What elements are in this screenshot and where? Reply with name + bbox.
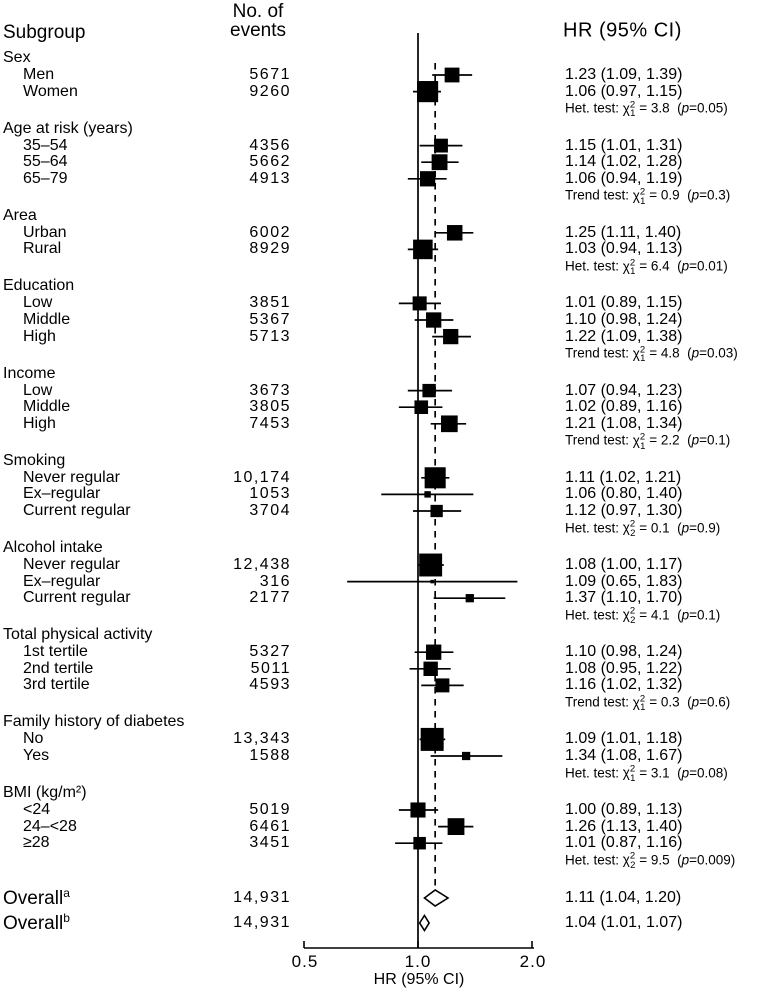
chi-squared-symbol: $\chi^2_1$ <box>622 256 636 278</box>
subgroup-item-label: Rural <box>23 240 62 258</box>
het-trend-test-text: Het. test: $\chi^2_1 = 6.4$ (p=0.01) <box>565 256 728 278</box>
hr-ci-text: 1.34 (1.08, 1.67) <box>565 747 683 764</box>
hr-point-square <box>462 752 470 760</box>
subgroup-item-label: High <box>23 414 56 432</box>
hr-point-square <box>423 662 437 676</box>
group-label: Sex <box>3 49 31 66</box>
group-label: Alcohol intake <box>3 539 103 556</box>
hr-point-square <box>419 554 442 577</box>
hr-ci-text: 1.09 (1.01, 1.18) <box>565 730 683 748</box>
group-label: Age at risk (years) <box>3 119 133 137</box>
column-header-hr-ci: HR (95% CI) <box>563 19 682 42</box>
hr-point-square <box>414 400 428 414</box>
subgroup-item-label: 1st tertile <box>23 643 88 661</box>
subgroup-item-label: No <box>23 730 44 748</box>
subgroup-item-label: 65–79 <box>23 169 68 187</box>
hr-ci-text: 1.25 (1.11, 1.40) <box>565 223 682 241</box>
events-value: 4356 <box>249 136 291 154</box>
het-trend-test-text: Het. test: $\chi^2_1 = 3.8$ (p=0.05) <box>565 99 728 120</box>
events-value: 3704 <box>249 502 291 519</box>
events-value: 3673 <box>249 381 291 399</box>
hr-point-square <box>420 171 435 186</box>
hr-ci-text: 1.07 (0.94, 1.23) <box>565 381 683 399</box>
events-value: 3805 <box>249 398 291 416</box>
hr-ci-text: 1.04 (1.01, 1.07) <box>565 914 683 931</box>
hr-point-square <box>443 329 458 344</box>
events-value: 1053 <box>249 485 291 503</box>
group-label: Family history of diabetes <box>3 713 185 731</box>
group-label: Income <box>3 364 56 382</box>
hr-point-square <box>466 594 474 602</box>
het-trend-test-text: Trend test: $\chi^2_1 = 4.8$ (p=0.03) <box>565 344 738 365</box>
subgroup-item-label: Urban <box>23 223 67 241</box>
subgroup-item-label: Men <box>23 66 55 83</box>
hr-ci-text: 1.02 (0.89, 1.16) <box>565 398 683 416</box>
hr-point-square <box>426 312 441 327</box>
hr-ci-text: 1.26 (1.13, 1.40) <box>565 817 683 835</box>
subgroup-item-label: Never regular <box>23 556 120 573</box>
hr-ci-text: 1.10 (0.98, 1.24) <box>565 643 683 661</box>
events-value: 9260 <box>249 82 291 100</box>
subgroup-item-label: Never regular <box>23 468 120 486</box>
hr-ci-text: 1.12 (0.97, 1.30) <box>565 502 683 519</box>
het-trend-test-text: Het. test: $\chi^2_1 = 3.1$ (p=0.08) <box>565 763 728 784</box>
hr-point-square <box>413 296 427 310</box>
events-value: 1588 <box>249 747 291 764</box>
hr-ci-text: 1.08 (0.95, 1.22) <box>565 659 683 677</box>
chi-squared-symbol: $\chi^2_2$ <box>622 850 636 871</box>
events-value: 7453 <box>249 414 291 432</box>
subgroup-item-label: Middle <box>23 398 71 416</box>
events-value: 14,931 <box>233 889 291 906</box>
subgroup-item-label: 3rd tertile <box>23 676 90 694</box>
events-value: 5019 <box>249 801 291 818</box>
het-trend-test-text: Het. test: $\chi^2_2 = 4.1$ (p=0.1) <box>565 605 721 626</box>
chi-squared-symbol: $\chi^2_1$ <box>632 344 646 365</box>
hr-ci-text: 1.23 (1.09, 1.39) <box>565 66 683 83</box>
hr-ci-text: 1.00 (0.89, 1.13) <box>565 801 683 818</box>
overall-diamond <box>420 916 429 931</box>
events-value: 5367 <box>249 311 291 328</box>
hr-ci-text: 1.03 (0.94, 1.13) <box>565 240 683 258</box>
hr-point-square <box>435 678 449 692</box>
events-value: 2177 <box>249 589 291 607</box>
column-header-events-line2: events <box>230 20 286 41</box>
het-trend-test-text: Trend test: $\chi^2_1 = 0.3$ (p=0.6) <box>565 692 731 714</box>
group-label: Area <box>3 206 37 224</box>
group-label: BMI (kg/m²) <box>3 784 87 801</box>
hr-ci-text: 1.21 (1.08, 1.34) <box>565 414 683 432</box>
hr-ci-text: 1.22 (1.09, 1.38) <box>565 327 683 345</box>
column-header-subgroup: Subgroup <box>3 22 86 43</box>
hr-point-square <box>410 802 425 817</box>
hr-point-square <box>413 837 426 850</box>
group-label: Total physical activity <box>3 626 153 644</box>
events-value: 8929 <box>249 240 291 258</box>
chi-squared-symbol: $\chi^2_2$ <box>622 518 636 539</box>
subgroup-item-label: Low <box>23 381 53 399</box>
hr-point-square <box>422 384 435 397</box>
events-value: 5011 <box>250 659 291 677</box>
hr-ci-text: 1.14 (1.02, 1.28) <box>565 153 683 171</box>
events-value: 5662 <box>249 153 291 171</box>
subgroup-item-label: 2nd tertile <box>23 659 94 677</box>
events-value: 4593 <box>249 676 291 694</box>
events-value: 3451 <box>249 834 291 852</box>
hr-ci-text: 1.16 (1.02, 1.32) <box>565 676 683 694</box>
events-value: 316 <box>259 572 291 590</box>
hr-ci-text: 1.11 (1.02, 1.21) <box>565 468 682 486</box>
hr-point-square <box>425 467 446 488</box>
events-value: 14,931 <box>233 914 291 931</box>
hr-ci-text: 1.06 (0.94, 1.19) <box>565 169 683 187</box>
subgroup-item-label: Middle <box>23 311 71 328</box>
hr-ci-text: 1.06 (0.97, 1.15) <box>565 82 683 100</box>
x-axis-tick-label-0.5: 0.5 <box>291 952 319 971</box>
subgroup-item-label: 35–54 <box>23 136 68 154</box>
hr-point-square <box>430 505 442 517</box>
subgroup-item-label: Yes <box>23 747 50 764</box>
hr-ci-text: 1.06 (0.80, 1.40) <box>565 485 683 503</box>
chi-squared-symbol: $\chi^2_1$ <box>622 99 636 120</box>
subgroup-item-label: 24–<28 <box>23 817 77 835</box>
subgroup-item-label: Ex–regular <box>23 485 101 503</box>
subgroup-item-label: Current regular <box>23 502 131 519</box>
events-value: 3851 <box>249 294 291 312</box>
het-trend-test-text: Het. test: $\chi^2_2 = 9.5$ (p=0.009) <box>565 850 736 871</box>
hr-ci-text: 1.37 (1.10, 1.70) <box>565 589 683 607</box>
group-label: Smoking <box>3 451 66 469</box>
events-value: 5327 <box>249 643 291 661</box>
x-axis-tick-label-2.0: 2.0 <box>519 952 547 971</box>
overall-label: Overall$^a$ <box>3 885 70 910</box>
hr-ci-text: 1.09 (0.65, 1.83) <box>565 572 683 590</box>
subgroup-item-label: ≥28 <box>23 834 50 852</box>
subgroup-item-label: <24 <box>23 801 51 818</box>
hr-point-square <box>441 415 458 432</box>
hr-point-square <box>421 728 444 751</box>
hr-point-square <box>434 139 448 153</box>
events-value: 12,438 <box>233 556 291 573</box>
events-value: 13,343 <box>233 730 291 748</box>
hr-ci-text: 1.11 (1.04, 1.20) <box>565 889 682 906</box>
x-axis-tick-label-1.0: 1.0 <box>404 952 432 971</box>
subgroup-item-label: High <box>23 327 56 345</box>
het-trend-test-text: Trend test: $\chi^2_1 = 2.2$ (p=0.1) <box>565 431 731 452</box>
subgroup-item-label: Current regular <box>23 589 131 607</box>
hr-ci-text: 1.01 (0.89, 1.15) <box>565 294 683 312</box>
events-value: 5671 <box>249 66 291 83</box>
subgroup-item-label: Ex–regular <box>23 572 101 590</box>
hr-point-square <box>447 225 463 241</box>
hr-ci-text: 1.15 (1.01, 1.31) <box>565 136 683 154</box>
chi-squared-symbol: $\chi^2_2$ <box>622 605 636 626</box>
hr-point-square <box>445 68 460 83</box>
chi-squared-symbol: $\chi^2_1$ <box>632 431 646 452</box>
subgroup-item-label: 55–64 <box>23 153 68 171</box>
hr-point-square <box>430 580 434 584</box>
hr-point-square <box>417 81 438 102</box>
hr-point-square <box>424 491 430 497</box>
events-value: 4913 <box>249 169 291 187</box>
chi-squared-symbol: $\chi^2_1$ <box>632 692 646 714</box>
hr-point-square <box>448 818 465 835</box>
hr-point-square <box>432 154 448 170</box>
events-value: 6461 <box>249 817 291 835</box>
hr-point-square <box>413 240 433 260</box>
het-trend-test-text: Het. test: $\chi^2_2 = 0.1$ (p=0.9) <box>565 518 721 539</box>
events-value: 5713 <box>249 327 291 345</box>
events-value: 10,174 <box>233 468 291 486</box>
hr-ci-text: 1.01 (0.87, 1.16) <box>565 834 683 852</box>
chi-squared-symbol: $\chi^2_1$ <box>632 186 646 207</box>
subgroup-item-label: Low <box>23 294 53 312</box>
chi-squared-symbol: $\chi^2_1$ <box>622 763 636 784</box>
hr-point-square <box>426 645 441 660</box>
het-trend-test-text: Trend test: $\chi^2_1 = 0.9$ (p=0.3) <box>565 186 731 207</box>
hr-ci-text: 1.08 (1.00, 1.17) <box>565 556 683 573</box>
group-label: Education <box>3 277 75 295</box>
x-axis-title: HR (95% CI) <box>373 971 465 988</box>
subgroup-item-label: Women <box>23 82 78 100</box>
overall-diamond <box>424 890 448 906</box>
overall-label: Overall$^b$ <box>3 910 70 935</box>
events-value: 6002 <box>249 223 291 241</box>
hr-ci-text: 1.10 (0.98, 1.24) <box>565 311 683 328</box>
column-header-events-line1: No. of <box>232 1 284 22</box>
